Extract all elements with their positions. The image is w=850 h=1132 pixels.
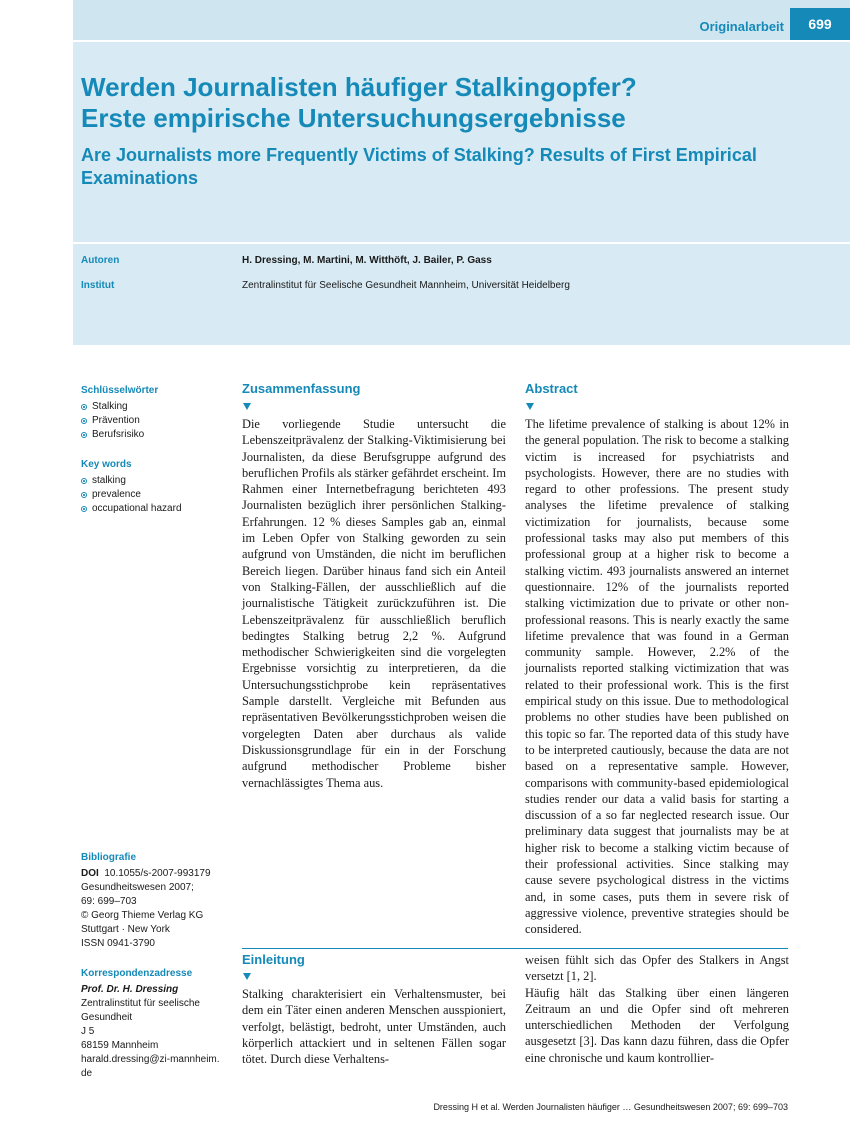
correspondence-heading: Korrespondenzadresse [81,968,193,979]
bullet-icon [81,418,87,424]
list-item: Stalking [81,400,231,414]
correspondence-street: J 5 [81,1026,95,1037]
introduction-right-text: weisen fühlt sich das Opfer des Stalkers in Angst versetzt [1, 2]. Häufig hält das Stalking über einen längeren Zeitraum an und die Opfer sind oft mehreren unterschiedlichen Methoden der Verfolgung ausgesetzt [3]. Das kann dazu führen, dass die Opfer eine chronische und kaum kontrollier- [525,953,789,1065]
keywords-de-heading: Schlüsselwörter [81,385,159,396]
bullet-icon [81,404,87,410]
keywords-en-heading: Key words [81,459,132,470]
section-label: Originalarbeit [699,19,784,34]
bibliography [81,851,231,951]
triangle-down-icon [243,973,251,980]
correspondence-city: 68159 Mannheim [81,1040,159,1051]
german-title [81,72,821,134]
authors: H. Dressing, M. Martini, M. Witthöft, J. Bailer, P. Gass [242,255,492,266]
institute: Zentralinstitut für Seelische Gesundheit Mannheim, Universität Heidelberg [242,280,570,291]
keywords-en [81,458,231,516]
publisher: © Georg Thieme Verlag KG [81,910,204,921]
bullet-icon [81,478,87,484]
list-item: occupational hazard [81,502,231,516]
abstract-text: The lifetime prevalence of stalking is about 12% in the general population. The risk to become a stalking victim is increased for psychiatrists and psychologists. However, there are no studies with regard to other professions. The present study analyses the lifetime prevalence of stalking victimization for journalists, because some professional tasks may also put members of this professional group at a higher risk to become a stalking victim. 493 journalists answered an internet questionnaire. 12% of the journalists reported stalking victimization due to private or other non-professional reasons. This is nearly exactly the same lifetime prevalence that was found in a German community sample. However, 2.2% of the journalists reported stalking victimization that was related to their professional work. This is the first empirical study on this issue. Due to methodological problems no other studies have been published on this topic so far. The reported data of this study have to be interpreted cautiously, because the data are not based on a representative sample. However, comparisons with community-based epidemiological studies render our data a valid basis for starting a discussion of a so far neglected research issue. Our preliminary data suggest that journalists may be at higher risk to become a stalking victim because of their professional activities. Since stalking may cause severe psychological distress in the victims and, in some cases, puts them in severe risk of aggressive violence, preventive strategies should be considered. [525,417,789,937]
journal: Gesundheitswesen 2007; [81,882,194,893]
doi-label: DOI [81,868,99,879]
german-title-line1: Werden Journalisten häufiger Stalkingopfer? [81,72,637,102]
triangle-down-icon [243,403,251,410]
list-item: Berufsrisiko [81,428,231,442]
correspondence-org-line1: Zentralinstitut für seelische [81,998,200,1009]
correspondence [81,967,231,1081]
bibliography-heading: Bibliografie [81,852,137,863]
keywords-de-list [81,400,231,442]
correspondence-email-line2[interactable]: de [81,1068,93,1079]
keywords-en-list [81,474,231,516]
introduction-left-text: Stalking charakterisiert ein Verhaltensmuster, bei dem ein Täter einen anderen Menschen ausspioniert, verfolgt, belästigt, bedroht, unter Umständen, auch körperlich attackiert und in seltenen Fällen sogar tötet. Durch diese Verhaltens- [242,987,506,1067]
list-item: stalking [81,474,231,488]
english-title: Are Journalists more Frequently Victims of Stalking? Results of First Empirical Examinations [81,145,757,188]
bullet-icon [81,432,87,438]
issn: ISSN 0941-3790 [81,938,155,949]
correspondence-org-line2: Gesundheit [81,1012,133,1023]
correspondence-name: Prof. Dr. H. Dressing [81,984,179,995]
volume: 69: 699–703 [81,896,137,907]
abstract-heading: Abstract [525,381,578,396]
german-title-line2: Erste empirische Untersuchungsergebnisse [81,103,626,133]
introduction-heading: Einleitung [242,952,305,967]
list-item: Prävention [81,414,231,428]
correspondence-email-line1[interactable]: harald.dressing@zi-mannheim. [81,1054,220,1065]
list-item: prevalence [81,488,231,502]
summary-heading: Zusammenfassung [242,381,361,396]
institute-label: Institut [81,280,115,291]
page-number: 699 [790,8,850,40]
bullet-icon [81,506,87,512]
footer-citation: Dressing H et al. Werden Journalisten häufiger … Gesundheitswesen 2007; 69: 699–703 [433,1102,788,1112]
triangle-down-icon [526,403,534,410]
bullet-icon [81,492,87,498]
authors-label: Autoren [81,255,120,266]
keywords-de [81,384,231,442]
section-divider [242,948,788,949]
cities: Stuttgart · New York [81,924,170,935]
summary-text: Die vorliegende Studie untersucht die Lebenszeitprävalenz der Stalking-Viktimisierung bei Journalisten, da diese Berufsgruppe aufgrund des beruflichen Profils als stärker gefährdet erscheint. Im Rahmen einer Internetbefragung berichteten 493 Journalisten bezüglich ihrer persönlichen Stalking-Erfahrungen. 12 % dieses Samples gab an, einmal im Leben Opfer von Stalking geworden zu sein aufgrund von Umständen, die nicht im beruflichen Bereich liegen. Darüber hinaus fand sich ein Anteil von Stalking-Fällen, der ausschließlich auf die journalistische Tätigkeit zurückzuführen ist. Die Lebenszeitprävalenz für ausschließlich beruflich bedingtes Stalking betrug 2,2 %. Aufgrund methodischer Schwierigkeiten sind die vorgelegten Ergebnisse vorsichtig zu interpretieren, da die Untersuchungsstichprobe kein repräsentatives Sample darstellt. Vergleiche mit Befunden aus repräsentativen Bevölkerungsstichproben weisen die vorgelegten Daten aber durchaus als valide Diskussionsgrundlage für ein in der Forschung aufgrund methodischer Probleme bisher vernachlässigtes Thema aus. [242,417,506,790]
doi: 10.1055/s-2007-993179 [104,868,211,879]
